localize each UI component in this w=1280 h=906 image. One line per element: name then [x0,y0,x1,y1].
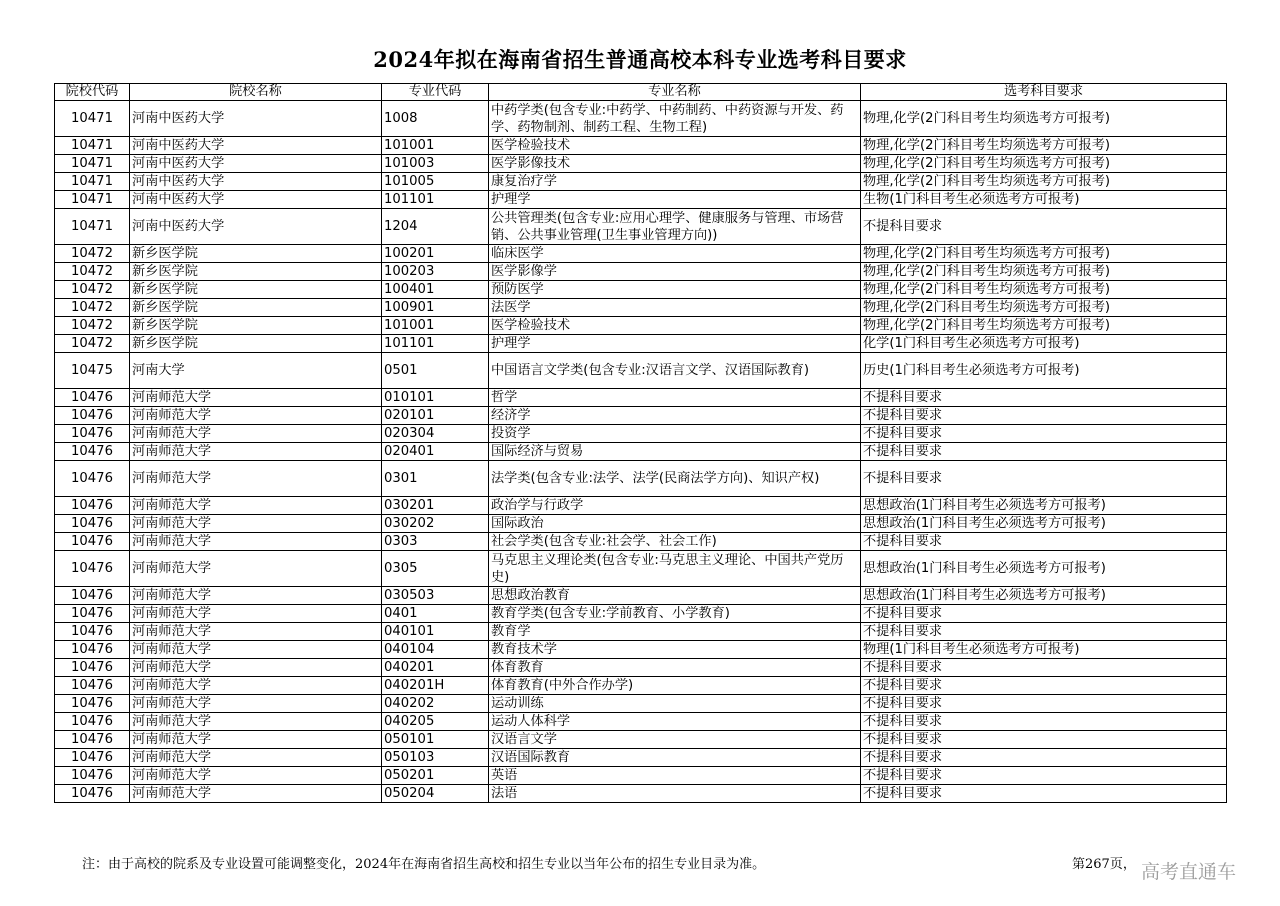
table-row [55,767,1227,785]
major-code-cell: 101005 [382,173,489,191]
major-name-cell: 医学影像技术 [489,155,861,173]
major-name-cell: 康复治疗学 [489,173,861,191]
school-name-cell: 河南中医药大学 [130,173,382,191]
major-code-cell: 100901 [382,299,489,317]
school-code-cell: 10476 [55,407,130,425]
table-row [55,425,1227,443]
school-name-cell: 河南师范大学 [130,461,382,497]
major-code-cell: 100203 [382,263,489,281]
school-code-cell: 10476 [55,641,130,659]
school-name-cell: 河南师范大学 [130,659,382,677]
subject-requirement-cell: 不提科目要求 [861,677,1227,695]
subject-requirement-cell: 物理,化学(2门科目考生均须选考方可报考) [861,137,1227,155]
major-code-cell: 100201 [382,245,489,263]
major-name-cell: 医学检验技术 [489,317,861,335]
major-name-cell: 思想政治教育 [489,587,861,605]
school-code-cell: 10476 [55,677,130,695]
school-name-cell: 河南师范大学 [130,407,382,425]
table-row [55,749,1227,767]
footer-note: 注：由于高校的院系及专业设置可能调整变化，2024年在海南省招生高校和招生专业以当年公布的招生专业目录为准。 [82,857,766,872]
subject-requirement-cell: 物理(1门科目考生必须选考方可报考) [861,641,1227,659]
table-row [55,461,1227,497]
major-name-cell: 运动训练 [489,695,861,713]
major-code-cell: 0501 [382,353,489,389]
table-row [55,209,1227,245]
major-name-cell: 教育学类(包含专业:学前教育、小学教育) [489,605,861,623]
table-row [55,191,1227,209]
subject-requirement-cell: 思想政治(1门科目考生必须选考方可报考) [861,497,1227,515]
header-major-name: 专业名称 [489,84,861,101]
school-name-cell: 河南师范大学 [130,551,382,587]
school-code-cell: 10472 [55,335,130,353]
table-row [55,353,1227,389]
major-code-cell: 020101 [382,407,489,425]
major-code-cell: 050204 [382,785,489,803]
major-code-cell: 101003 [382,155,489,173]
major-code-cell: 101001 [382,137,489,155]
major-code-cell: 040202 [382,695,489,713]
major-code-cell: 030201 [382,497,489,515]
table-row [55,389,1227,407]
major-code-cell: 030202 [382,515,489,533]
major-name-cell: 护理学 [489,335,861,353]
major-name-cell: 医学影像学 [489,263,861,281]
school-code-cell: 10471 [55,155,130,173]
major-name-cell: 医学检验技术 [489,137,861,155]
school-name-cell: 新乡医学院 [130,281,382,299]
table-header-row [55,84,1227,101]
major-name-cell: 政治学与行政学 [489,497,861,515]
school-name-cell: 新乡医学院 [130,317,382,335]
subject-requirement-cell: 物理,化学(2门科目考生均须选考方可报考) [861,101,1227,137]
major-name-cell: 社会学类(包含专业:社会学、社会工作) [489,533,861,551]
subject-requirement-cell: 不提科目要求 [861,461,1227,497]
subject-requirement-cell: 物理,化学(2门科目考生均须选考方可报考) [861,245,1227,263]
school-name-cell: 河南师范大学 [130,677,382,695]
subject-requirement-cell: 不提科目要求 [861,713,1227,731]
table-row [55,173,1227,191]
major-code-cell: 0305 [382,551,489,587]
major-name-cell: 中国语言文学类(包含专业:汉语言文学、汉语国际教育) [489,353,861,389]
school-code-cell: 10476 [55,587,130,605]
school-code-cell: 10476 [55,443,130,461]
major-name-cell: 教育技术学 [489,641,861,659]
major-name-cell: 汉语言文学 [489,731,861,749]
major-name-cell: 法学类(包含专业:法学、法学(民商法学方向)、知识产权) [489,461,861,497]
major-name-cell: 公共管理类(包含专业:应用心理学、健康服务与管理、市场营销、公共事业管理(卫生事业管理方向)) [489,209,861,245]
school-code-cell: 10472 [55,281,130,299]
subject-requirement-cell: 不提科目要求 [861,659,1227,677]
school-code-cell: 10472 [55,263,130,281]
table-row [55,677,1227,695]
subject-requirement-cell: 思想政治(1门科目考生必须选考方可报考) [861,587,1227,605]
school-name-cell: 河南师范大学 [130,443,382,461]
major-name-cell: 哲学 [489,389,861,407]
major-code-cell: 1204 [382,209,489,245]
major-code-cell: 030503 [382,587,489,605]
school-code-cell: 10472 [55,317,130,335]
table-row [55,245,1227,263]
major-name-cell: 护理学 [489,191,861,209]
requirements-table [54,83,1227,803]
school-name-cell: 河南师范大学 [130,425,382,443]
major-code-cell: 040101 [382,623,489,641]
subject-requirement-cell: 不提科目要求 [861,533,1227,551]
major-name-cell: 中药学类(包含专业:中药学、中药制药、中药资源与开发、药学、药物制剂、制药工程、生物工程) [489,101,861,137]
major-name-cell: 体育教育 [489,659,861,677]
table-row [55,641,1227,659]
school-name-cell: 河南师范大学 [130,533,382,551]
school-name-cell: 河南师范大学 [130,749,382,767]
school-name-cell: 河南师范大学 [130,515,382,533]
table-body [55,101,1227,803]
school-code-cell: 10476 [55,461,130,497]
school-name-cell: 河南中医药大学 [130,101,382,137]
major-code-cell: 020401 [382,443,489,461]
major-name-cell: 英语 [489,767,861,785]
major-name-cell: 体育教育(中外合作办学) [489,677,861,695]
school-code-cell: 10472 [55,299,130,317]
table-row [55,551,1227,587]
subject-requirement-cell: 不提科目要求 [861,389,1227,407]
subject-requirement-cell: 化学(1门科目考生必须选考方可报考) [861,335,1227,353]
school-code-cell: 10476 [55,767,130,785]
subject-requirement-cell: 不提科目要求 [861,623,1227,641]
major-name-cell: 临床医学 [489,245,861,263]
school-name-cell: 新乡医学院 [130,299,382,317]
major-code-cell: 020304 [382,425,489,443]
major-code-cell: 040205 [382,713,489,731]
table-row [55,317,1227,335]
school-code-cell: 10475 [55,353,130,389]
school-code-cell: 10476 [55,623,130,641]
school-code-cell: 10476 [55,785,130,803]
table-row [55,587,1227,605]
major-name-cell: 法医学 [489,299,861,317]
subject-requirement-cell: 物理,化学(2门科目考生均须选考方可报考) [861,155,1227,173]
major-code-cell: 101101 [382,191,489,209]
major-name-cell: 教育学 [489,623,861,641]
school-code-cell: 10471 [55,137,130,155]
school-name-cell: 河南师范大学 [130,767,382,785]
major-code-cell: 040201 [382,659,489,677]
table-row [55,623,1227,641]
school-name-cell: 河南中医药大学 [130,209,382,245]
major-name-cell: 法语 [489,785,861,803]
major-code-cell: 0401 [382,605,489,623]
page-title: 2024年拟在海南省招生普通高校本科专业选考科目要求 [373,47,907,72]
school-code-cell: 10476 [55,695,130,713]
school-name-cell: 河南中医药大学 [130,191,382,209]
school-name-cell: 河南师范大学 [130,389,382,407]
school-name-cell: 河南师范大学 [130,623,382,641]
school-code-cell: 10476 [55,731,130,749]
major-name-cell: 汉语国际教育 [489,749,861,767]
subject-requirement-cell: 物理,化学(2门科目考生均须选考方可报考) [861,281,1227,299]
watermark: 高考直通车 [1141,861,1237,883]
school-name-cell: 河南师范大学 [130,713,382,731]
major-code-cell: 050101 [382,731,489,749]
table-row [55,443,1227,461]
school-name-cell: 河南师范大学 [130,587,382,605]
table-row [55,155,1227,173]
header-school-name: 院校名称 [130,84,382,101]
major-code-cell: 050201 [382,767,489,785]
school-code-cell: 10476 [55,749,130,767]
school-code-cell: 10476 [55,389,130,407]
subject-requirement-cell: 生物(1门科目考生必须选考方可报考) [861,191,1227,209]
subject-requirement-cell: 不提科目要求 [861,407,1227,425]
major-code-cell: 010101 [382,389,489,407]
table-row [55,695,1227,713]
subject-requirement-cell: 物理,化学(2门科目考生均须选考方可报考) [861,317,1227,335]
table-row [55,605,1227,623]
table-row [55,497,1227,515]
table-row [55,281,1227,299]
subject-requirement-cell: 物理,化学(2门科目考生均须选考方可报考) [861,299,1227,317]
subject-requirement-cell: 物理,化学(2门科目考生均须选考方可报考) [861,173,1227,191]
table-row [55,101,1227,137]
major-code-cell: 1008 [382,101,489,137]
school-name-cell: 河南师范大学 [130,605,382,623]
school-code-cell: 10476 [55,605,130,623]
subject-requirement-cell: 不提科目要求 [861,443,1227,461]
page-number: 第267页， [1072,857,1136,872]
school-code-cell: 10476 [55,515,130,533]
major-code-cell: 100401 [382,281,489,299]
school-code-cell: 10476 [55,425,130,443]
subject-requirement-cell: 不提科目要求 [861,749,1227,767]
school-name-cell: 河南师范大学 [130,641,382,659]
major-name-cell: 国际经济与贸易 [489,443,861,461]
table-row [55,335,1227,353]
table-row [55,407,1227,425]
major-name-cell: 预防医学 [489,281,861,299]
subject-requirement-cell: 不提科目要求 [861,209,1227,245]
major-code-cell: 0301 [382,461,489,497]
subject-requirement-cell: 不提科目要求 [861,731,1227,749]
subject-requirement-cell: 思想政治(1门科目考生必须选考方可报考) [861,515,1227,533]
school-name-cell: 河南中医药大学 [130,137,382,155]
school-name-cell: 河南师范大学 [130,785,382,803]
table-row [55,785,1227,803]
school-code-cell: 10471 [55,173,130,191]
school-code-cell: 10471 [55,101,130,137]
major-name-cell: 经济学 [489,407,861,425]
school-name-cell: 河南大学 [130,353,382,389]
table-row [55,731,1227,749]
school-code-cell: 10476 [55,713,130,731]
school-name-cell: 河南师范大学 [130,695,382,713]
subject-requirement-cell: 不提科目要求 [861,785,1227,803]
school-name-cell: 新乡医学院 [130,263,382,281]
major-code-cell: 0303 [382,533,489,551]
subject-requirement-cell: 思想政治(1门科目考生必须选考方可报考) [861,551,1227,587]
major-name-cell: 运动人体科学 [489,713,861,731]
table-row [55,137,1227,155]
school-name-cell: 河南师范大学 [130,731,382,749]
school-code-cell: 10476 [55,659,130,677]
table-row [55,299,1227,317]
school-code-cell: 10472 [55,245,130,263]
school-code-cell: 10476 [55,533,130,551]
subject-requirement-cell: 不提科目要求 [861,605,1227,623]
major-code-cell: 101001 [382,317,489,335]
subject-requirement-cell: 不提科目要求 [861,425,1227,443]
major-name-cell: 国际政治 [489,515,861,533]
subject-requirement-cell: 不提科目要求 [861,695,1227,713]
table-row [55,515,1227,533]
table-row [55,659,1227,677]
school-name-cell: 新乡医学院 [130,335,382,353]
school-code-cell: 10476 [55,497,130,515]
school-code-cell: 10471 [55,191,130,209]
school-name-cell: 新乡医学院 [130,245,382,263]
table-row [55,263,1227,281]
major-code-cell: 050103 [382,749,489,767]
table-row [55,713,1227,731]
subject-requirement-cell: 不提科目要求 [861,767,1227,785]
major-code-cell: 040104 [382,641,489,659]
table-row [55,533,1227,551]
subject-requirement-cell: 物理,化学(2门科目考生均须选考方可报考) [861,263,1227,281]
major-code-cell: 101101 [382,335,489,353]
school-name-cell: 河南中医药大学 [130,155,382,173]
major-code-cell: 040201H [382,677,489,695]
header-school-code: 院校代码 [55,84,130,101]
header-major-code: 专业代码 [382,84,489,101]
school-name-cell: 河南师范大学 [130,497,382,515]
major-name-cell: 投资学 [489,425,861,443]
subject-requirement-cell: 历史(1门科目考生必须选考方可报考) [861,353,1227,389]
school-code-cell: 10476 [55,551,130,587]
major-name-cell: 马克思主义理论类(包含专业:马克思主义理论、中国共产党历史) [489,551,861,587]
header-subject-requirement: 选考科目要求 [861,84,1227,101]
school-code-cell: 10471 [55,209,130,245]
